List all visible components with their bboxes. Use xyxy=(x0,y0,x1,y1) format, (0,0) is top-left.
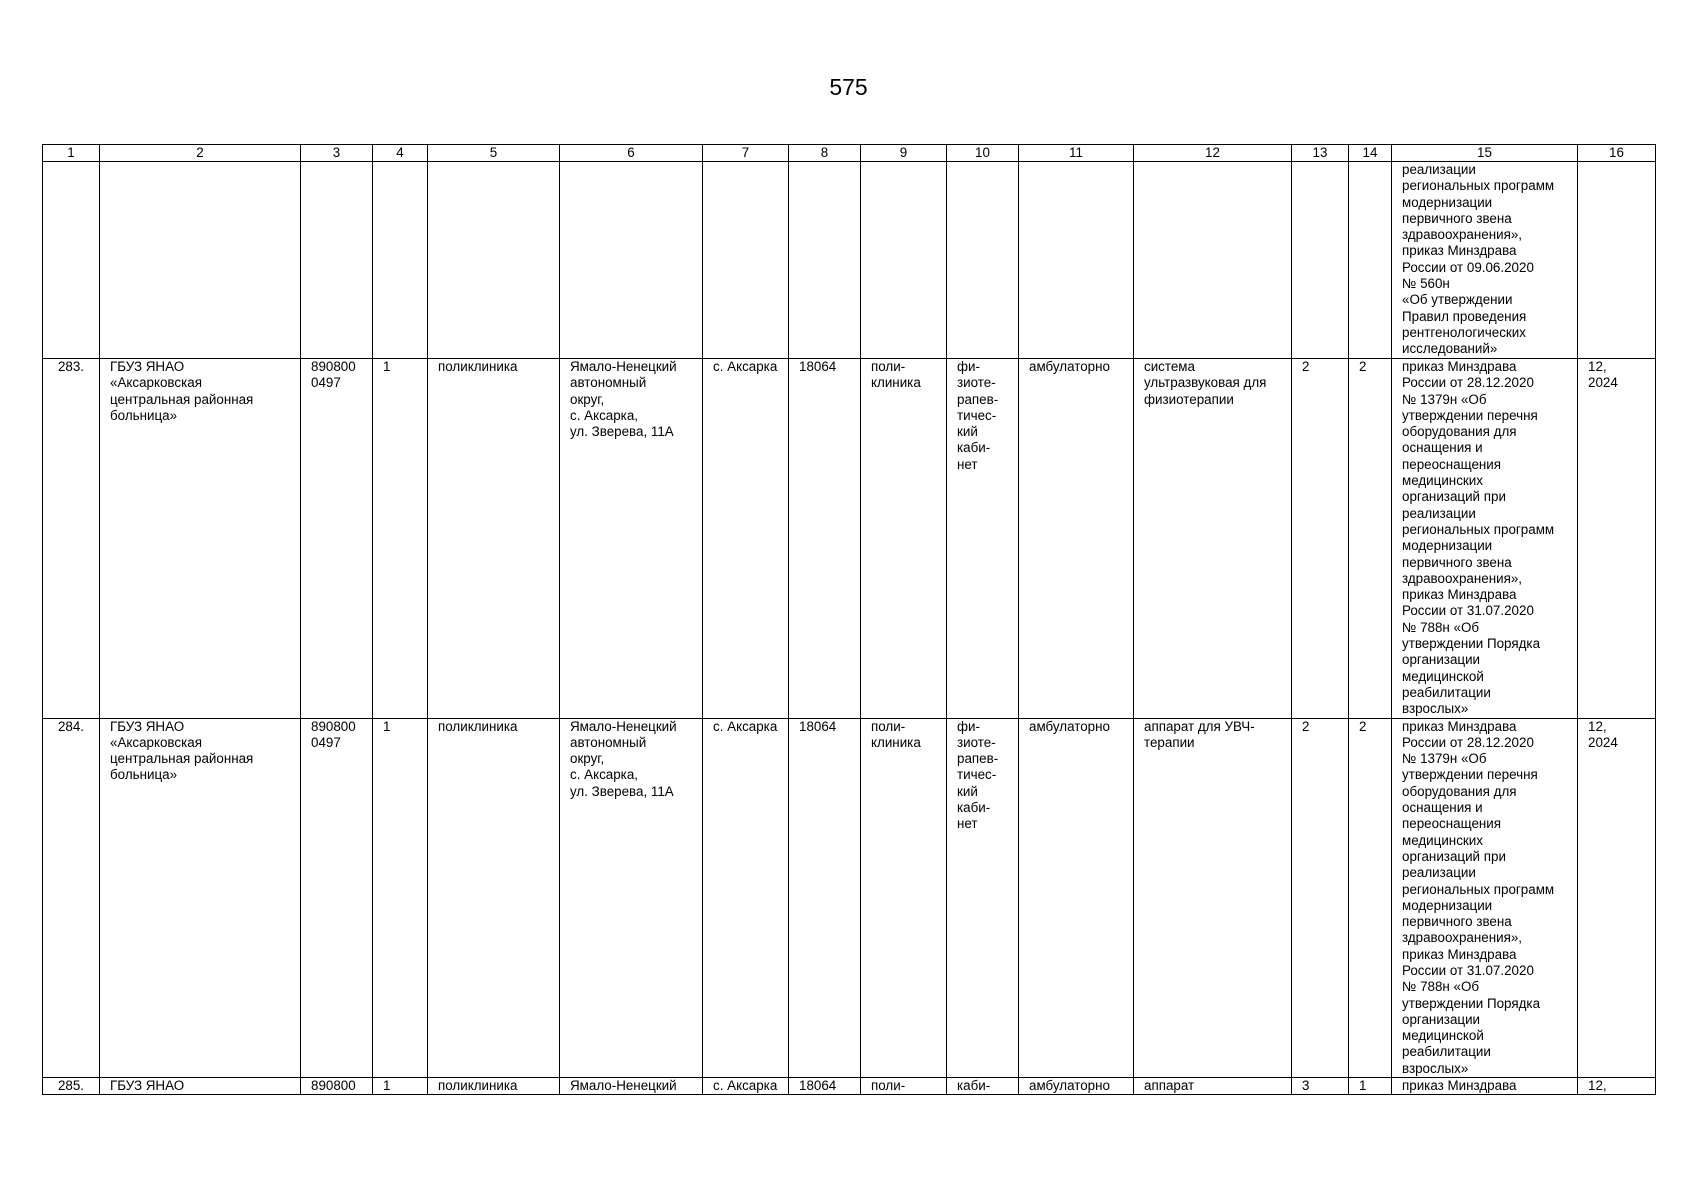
address-cell xyxy=(560,1078,703,1095)
column-header: 16 xyxy=(1578,145,1656,162)
col14-value: 2 xyxy=(1359,359,1367,374)
column-header: 14 xyxy=(1349,145,1392,162)
table-cell xyxy=(301,162,373,359)
col13-value: 2 xyxy=(1302,718,1310,734)
column-header: 6 xyxy=(560,145,703,162)
cabinet-cell xyxy=(947,359,1019,719)
legal-basis-cell xyxy=(1392,1078,1578,1095)
table-cell xyxy=(100,162,301,359)
continuation-row xyxy=(43,162,1656,359)
address: Ямало-Ненецкий xyxy=(570,1078,677,1094)
organization-code: 890800 0497 xyxy=(311,718,356,750)
table-cell xyxy=(373,162,428,359)
care-form-cell xyxy=(1019,718,1134,1078)
organization-code: 890800 0497 xyxy=(311,359,356,391)
legal-basis-text: приказ Минздрава России от 28.12.2020 № 1379н «Об утверждении перечня оборудования для оснащения и переоснащения медицинских организаций при реализации региональных программ модернизации первичного звена здравоохранения», приказ Минздрава России от 31.07.2020 № 788н «Об утверждении Порядка организации медицинской реабилитации взрослых» xyxy=(1402,359,1555,717)
column-header: 10 xyxy=(947,145,1019,162)
cabinet: фи- зиоте- рапев- тичес- кий каби- нет xyxy=(957,359,999,472)
table-cell xyxy=(1292,162,1349,359)
equipment-name: система ультразвуковая для физиотерапии xyxy=(1144,359,1267,407)
col13-value: 2 xyxy=(1302,359,1310,374)
care-form-cell xyxy=(1019,1078,1134,1095)
population-cell xyxy=(789,718,861,1078)
cabinet: фи- зиоте- рапев- тичес- кий каби- нет xyxy=(957,718,999,832)
table-cell xyxy=(428,162,560,359)
table-cell xyxy=(1578,162,1656,359)
deadline-cell xyxy=(1578,359,1656,719)
table-cell xyxy=(1019,162,1134,359)
deadline: 12, xyxy=(1588,1078,1607,1094)
organization-cell xyxy=(100,359,301,719)
deadline: 12, 2024 xyxy=(1588,359,1618,391)
deadline-cell xyxy=(1578,718,1656,1078)
table-cell xyxy=(789,162,861,359)
locality: с. Аксарка xyxy=(713,359,778,374)
table-row xyxy=(43,718,1656,1078)
col4-cell xyxy=(373,359,428,719)
col14-cell xyxy=(1349,359,1392,719)
unit-type: поликлиника xyxy=(438,359,518,374)
column-header: 13 xyxy=(1292,145,1349,162)
cabinet-cell xyxy=(947,1078,1019,1095)
population: 18064 xyxy=(799,1078,837,1094)
col13-value: 3 xyxy=(1302,1078,1310,1094)
legal-basis-cell xyxy=(1392,359,1578,719)
column-header: 7 xyxy=(703,145,789,162)
locality-cell xyxy=(703,718,789,1078)
column-header: 2 xyxy=(100,145,301,162)
legal-basis-text: приказ Минздрава России от 28.12.2020 № 1379н «Об утверждении перечня оборудования для оснащения и переоснащения медицинских организаций при реализации региональных программ модернизации первичного звена здравоохранения», приказ Минздрава России от 31.07.2020 № 788н «Об утверждении Порядка организации медицинской реабилитации взрослых» xyxy=(1402,718,1555,1076)
column-header: 8 xyxy=(789,145,861,162)
legal-basis-text: приказ Минздрава xyxy=(1402,1078,1517,1094)
column-header: 3 xyxy=(301,145,373,162)
col14-cell xyxy=(1349,1078,1392,1095)
address: Ямало-Ненецкий автономный округ, с. Аксарка, ул. Зверева, 11А xyxy=(570,718,677,799)
population: 18064 xyxy=(799,718,837,734)
table-cell xyxy=(1134,162,1292,359)
address-cell xyxy=(560,359,703,719)
table-row xyxy=(43,1078,1656,1095)
locality-cell xyxy=(703,359,789,719)
col4-value: 1 xyxy=(383,718,391,734)
table-row xyxy=(43,359,1656,719)
equipment-cell xyxy=(1134,718,1292,1078)
table-cell xyxy=(703,162,789,359)
care-form: амбулаторно xyxy=(1029,1078,1110,1094)
unit-type: поликлиника xyxy=(438,1078,518,1094)
equipment-name: аппарат xyxy=(1144,1078,1195,1094)
cabinet: каби- xyxy=(957,1078,991,1094)
row-number: 285. xyxy=(57,1078,85,1094)
col13-cell xyxy=(1292,718,1349,1078)
population-cell xyxy=(789,359,861,719)
address-cell xyxy=(560,718,703,1078)
legal-basis-cell xyxy=(1392,162,1578,359)
col4-cell xyxy=(373,1078,428,1095)
col4-cell xyxy=(373,718,428,1078)
division-cell xyxy=(861,718,947,1078)
column-header: 9 xyxy=(861,145,947,162)
column-header: 1 xyxy=(43,145,100,162)
col14-cell xyxy=(1349,718,1392,1078)
division-cell xyxy=(861,1078,947,1095)
population-cell xyxy=(789,1078,861,1095)
table-cell xyxy=(947,162,1019,359)
code-cell xyxy=(301,718,373,1078)
care-form: амбулаторно xyxy=(1029,359,1110,374)
equipment-registry-table xyxy=(42,144,1656,1095)
deadline-cell xyxy=(1578,1078,1656,1095)
column-header: 5 xyxy=(428,145,560,162)
division: поли- клиника xyxy=(871,359,921,391)
unit-type-cell xyxy=(428,718,560,1078)
care-form-cell xyxy=(1019,359,1134,719)
row-number: 283. xyxy=(57,359,85,374)
code-cell xyxy=(301,1078,373,1095)
locality-cell xyxy=(703,1078,789,1095)
unit-type-cell xyxy=(428,1078,560,1095)
unit-type-cell xyxy=(428,359,560,719)
row-number-cell xyxy=(43,1078,100,1095)
row-number-cell xyxy=(43,718,100,1078)
col4-value: 1 xyxy=(383,1078,391,1094)
division: поли- клиника xyxy=(871,718,921,750)
legal-basis-text: реализации региональных программ модернизации первичного звена здравоохранения», приказ Минздрава России от 09.06.2020 № 560н «Об утверждении Правил проведения рентгенологических исследований» xyxy=(1402,162,1555,357)
table-cell xyxy=(861,162,947,359)
column-header: 4 xyxy=(373,145,428,162)
col14-value: 1 xyxy=(1359,1078,1367,1094)
table-cell xyxy=(43,162,100,359)
column-number-row xyxy=(43,145,1656,162)
column-header: 12 xyxy=(1134,145,1292,162)
organization-cell xyxy=(100,1078,301,1095)
unit-type: поликлиника xyxy=(438,718,518,734)
column-header: 15 xyxy=(1392,145,1578,162)
locality: с. Аксарка xyxy=(713,1078,778,1094)
legal-basis-cell xyxy=(1392,718,1578,1078)
equipment-cell xyxy=(1134,1078,1292,1095)
division-cell xyxy=(861,359,947,719)
cabinet-cell xyxy=(947,718,1019,1078)
col13-cell xyxy=(1292,1078,1349,1095)
organization-name: ГБУЗ ЯНАО «Аксарковская центральная районная больница» xyxy=(110,718,254,783)
organization-name: ГБУЗ ЯНАО «Аксарковская центральная районная больница» xyxy=(110,359,254,423)
deadline: 12, 2024 xyxy=(1588,718,1618,750)
organization-name: ГБУЗ ЯНАО xyxy=(110,1078,185,1094)
division: поли- xyxy=(871,1078,906,1094)
col13-cell xyxy=(1292,359,1349,719)
table-cell xyxy=(1349,162,1392,359)
row-number: 284. xyxy=(57,718,85,734)
code-cell xyxy=(301,359,373,719)
care-form: амбулаторно xyxy=(1029,718,1110,734)
address: Ямало-Ненецкий автономный округ, с. Аксарка, ул. Зверева, 11А xyxy=(570,359,677,440)
row-number-cell xyxy=(43,359,100,719)
column-header: 11 xyxy=(1019,145,1134,162)
locality: с. Аксарка xyxy=(713,718,778,734)
population: 18064 xyxy=(799,359,837,374)
organization-code: 890800 xyxy=(311,1078,356,1094)
table-cell xyxy=(560,162,703,359)
page-number: 575 xyxy=(829,74,868,100)
organization-cell xyxy=(100,718,301,1078)
col4-value: 1 xyxy=(383,359,391,374)
equipment-cell xyxy=(1134,359,1292,719)
equipment-name: аппарат для УВЧ- терапии xyxy=(1144,718,1255,750)
col14-value: 2 xyxy=(1359,718,1367,734)
